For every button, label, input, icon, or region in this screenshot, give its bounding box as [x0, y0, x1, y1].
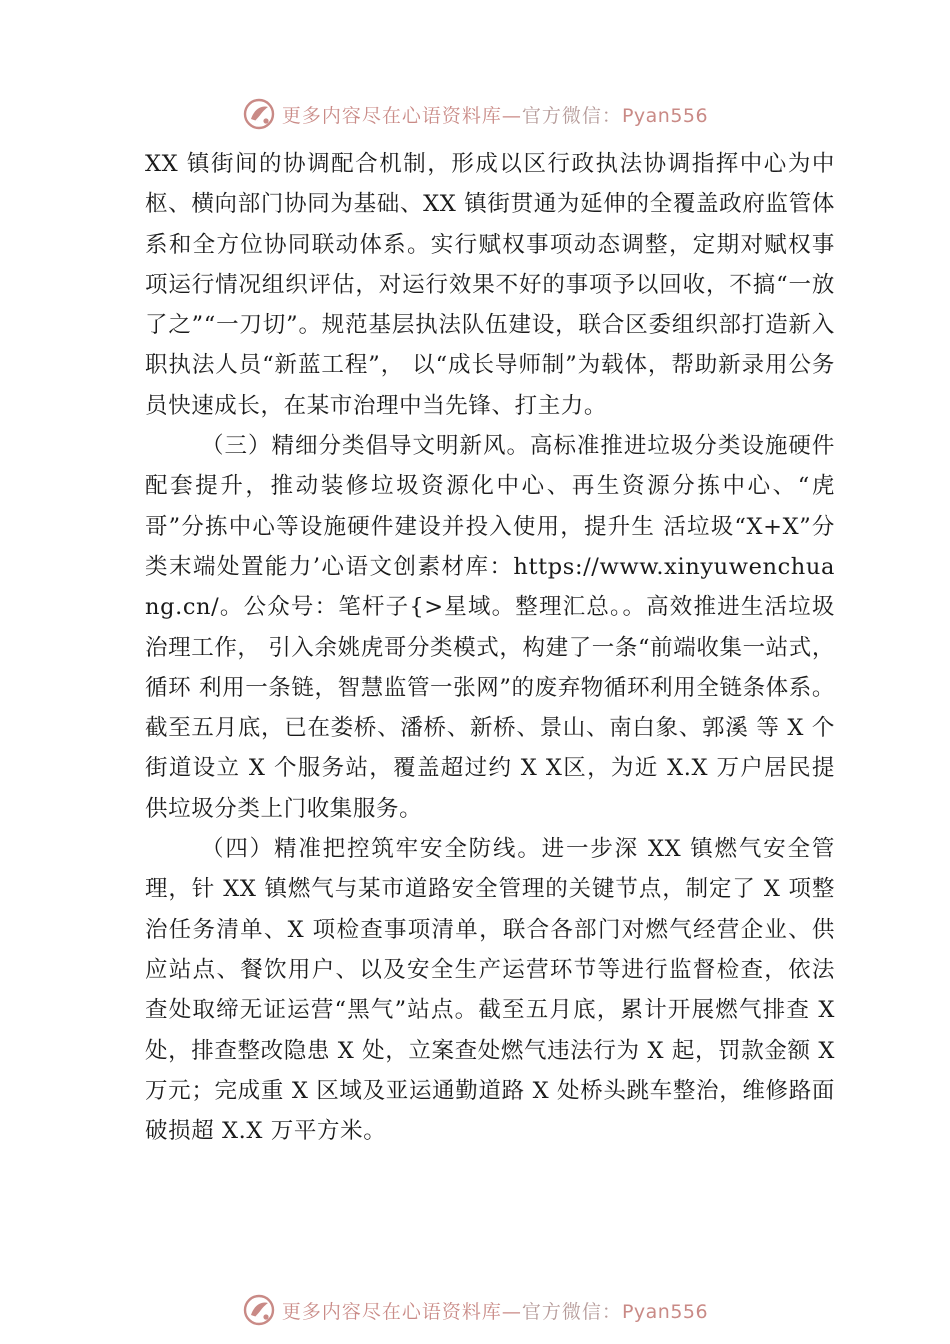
watermark-text	[282, 101, 708, 128]
watermark-wechat-id: Pyan556	[621, 1300, 709, 1323]
xinyu-logo-icon	[242, 1293, 276, 1327]
watermark-wechat-id: Pyan556	[621, 104, 709, 127]
document-body	[145, 144, 835, 1151]
paragraph-1: XX 镇街间的协调配合机制，形成以区行政执法协调指挥中心为中枢、横向部门协同为基础、XX 镇街贯通为延伸的全覆盖政府监管体系和全方位协同联动体系。实行赋权事项动态调整，定期对赋权事项运行情况组织评估，对运行效果不好的事项予以回收，不搞“一放了之”“一刀切”。规范基层执法队伍建设，联合区委组织部打造新入职执法人员“新蓝工程”， 以“成长导师制”为载体，帮助新录用公务员快速成长，在某市治理中当先锋、打主力。	[145, 151, 835, 419]
paragraph-2-waste-sorting: （三）精细分类倡导文明新风。高标准推进垃圾分类设施硬件配套提升，推动装修垃圾资源化中心、再生资源分拣中心、“虎哥”分拣中心等设施硬件建设并投入使用，提升生 活垃圾“X+X”分类末端处置能力’心语文创素材库：https://www.xinyuwenchuang.cn/。公众号：笔杆子{>星域。整理汇总。。高效推进生活垃圾治理工作， 引入余姚虎哥分类模式，构建了一条“前端收集一站式，循环 利用一条链，智慧监管一张网”的废弃物循环利用全链条体系。截至五月底，已在娄桥、潘桥、新桥、景山、南白象、郭溪 等 X 个街道设立 X 个服务站，覆盖超过约 X X区，为近 X.X 万户居民提供垃圾分类上门收集服务。	[145, 433, 835, 822]
watermark-separator: —	[501, 1300, 522, 1323]
watermark-site: 更多内容尽在心语资料库	[281, 1300, 502, 1323]
watermark-site: 更多内容尽在心语资料库	[281, 104, 502, 127]
xinyu-logo-icon	[242, 97, 276, 131]
watermark-separator: —	[501, 104, 522, 127]
paragraph-3-safety: （四）精准把控筑牢安全防线。进一步深 XX 镇燃气安全管理，针 XX 镇燃气与某市道路安全管理的关键节点，制定了 X 项整治任务清单、X 项检查事项清单，联合各部门对燃气经营企业、供应站点、餐饮用户、以及安全生产运营环节等进行监督检查，依法查处取缔无证运营“黑气”站点。截至五月底，累计开展燃气排查 X 处，排查整改隐患 X 处，立案查处燃气违法行为 X 起，罚款金额 X 万元；完成重 X 区域及亚运通勤道路 X 处桥头跳车整治，维修路面破损超 X.X 万平方米。	[145, 836, 835, 1145]
watermark-wechat-label: 官方微信：	[521, 1300, 622, 1323]
watermark-text	[282, 1297, 708, 1324]
header-watermark	[0, 94, 950, 134]
watermark-wechat-label: 官方微信：	[521, 104, 622, 127]
footer-watermark	[0, 1290, 950, 1330]
